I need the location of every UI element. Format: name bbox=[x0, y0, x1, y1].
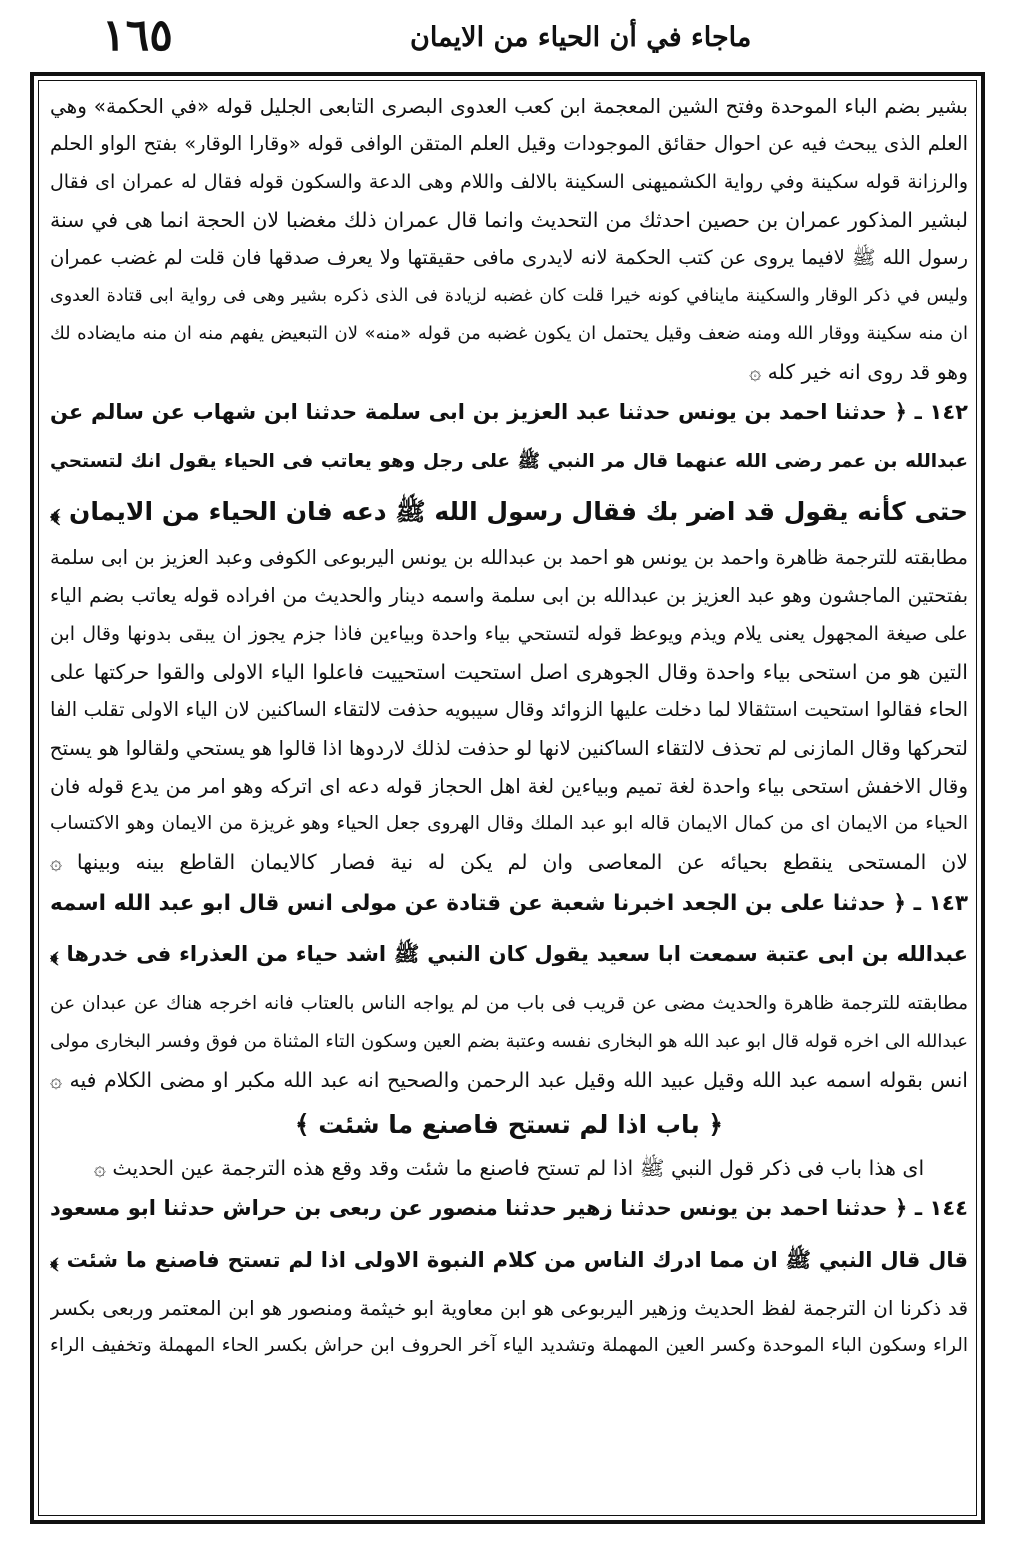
page-number: ١٦٥ bbox=[102, 10, 173, 61]
commentary-142-line: على صيغة المجهول يعنى يلام ويذم ويوعظ قوله لتستحي بياء واحدة وبياءين فاذا جزم يجوز ان يبقى بدونها وقال ابن bbox=[50, 623, 968, 645]
running-title: ماجاء في أن الحياء من الايمان bbox=[410, 22, 752, 53]
commentary-143-line: مطابقته للترجمة ظاهرة والحديث مضى عن قريب فى باب من لم يواجه الناس بالعتاب فانه اخرجه هناك عن عبدان عن bbox=[50, 993, 968, 1014]
hadith-142-line: ١٤٢ ـ ﴿ حدثنا احمد بن يونس حدثنا عبد العزيز بن ابى سلمة حدثنا ابن شهاب عن سالم عن bbox=[50, 400, 968, 424]
commentary-143-line: عبدالله الى اخره قوله قال ابو عبد الله هو البخارى نفسه وعتبة بضم العين وسكون التاء المثناة من فوق وفسر البخارى مولى bbox=[50, 1031, 968, 1052]
commentary-142-line: مطابقته للترجمة ظاهرة واحمد بن يونس هو احمد بن عبدالله بن يونس اليربوعى الكوفى وعبد العزيز بن ابى سلمة bbox=[50, 546, 968, 569]
page-content bbox=[50, 88, 968, 1508]
commentary-142-line: وقال الاخفش استحى بياء واحدة لغة تميم وبياءين لغة اهل الحجاز قوله دعه اى اتركه وهو امر من يدع قوله فان bbox=[50, 774, 968, 798]
commentary-142-line: لان المستحى ينقطع بحيائه عن المعاصى وان لم يكن له نية فصار كالايمان القاطع بينه وبينها ۞ bbox=[50, 850, 968, 874]
hadith-144-line: قال قال النبي ﷺ ان مما ادرك الناس من كلام النبوة الاولى اذا لم تستح فاصنع ما شئت ﴾ bbox=[50, 1248, 968, 1272]
hadith-143-line: عبدالله بن ابى عتبة سمعت ابا سعيد يقول كان النبي ﷺ اشد حياء من العذراء فى خدرها ﴾ bbox=[50, 942, 968, 966]
commentary-142-line: بفتحتين الماجشون وهو عبد العزيز بن عبدالله بن ابى سلمة واسمه دينار والحديث من افراده قوله يعاتب بضم الياء bbox=[50, 584, 968, 607]
commentary-144-line: الراء وسكون الباء الموحدة وكسر العين المهملة وتشديد الياء آخر الحروف ابن حراش بكسر الحاء المهملة وتخفيف الراء bbox=[50, 1335, 968, 1356]
commentary-142-line: الحياء من الايمان اى من كمال الايمان قاله ابو عبد الملك وقال الهروى جعل الحياء وهو غريزة من الايمان وهو الاكتساب bbox=[50, 813, 968, 834]
commentary-142-line: لتحركها وقال المازنى لم تحذف لالتقاء الساكنين لانها لو حذفت لذلك لاردوها اذا قالوا هو يستحي ولقالوا هو يستح bbox=[50, 736, 968, 760]
chapter-note: اى هذا باب فى ذكر قول النبي ﷺ اذا لم تستح فاصنع ما شئت وقد وقع هذه الترجمة عين الحديث ۞ bbox=[93, 1156, 925, 1180]
commentary-144-line: قد ذكرنا ان الترجمة لفظ الحديث وزهير اليربوعى هو ابن معاوية ابو خيثمة ومنصور هو ابن المعتمر وربعى بكسر bbox=[50, 1296, 968, 1320]
hadith-142-line: حتى كأنه يقول قد اضر بك فقال رسول الله ﷺ دعه فان الحياء من الايمان ﴾ bbox=[50, 497, 968, 526]
hadith-143-line: ١٤٣ ـ ﴿ حدثنا على بن الجعد اخبرنا شعبة عن قتادة عن مولى انس قال ابو عبد الله اسمه bbox=[50, 891, 968, 916]
hadith-144-line: ١٤٤ ـ ﴿ حدثنا احمد بن يونس حدثنا زهير حدثنا منصور عن ربعى بن حراش حدثنا ابو مسعود bbox=[50, 1196, 968, 1220]
text-line: والرزانة قوله سكينة وفي رواية الكشميهنى السكينة بالالف واللام وهى الدعة والسكون قوله فقال له عمران اى فقال bbox=[50, 171, 968, 193]
text-line: رسول الله ﷺ لافيما يروى عن كتب الحكمة لانه لايدرى مافى حقيقتها ولا يعرف صدقها فان قلت لم غضب عمران bbox=[50, 246, 968, 269]
text-line: العلم الذى يبحث فيه عن احوال حقائق الموجودات وقيل العلم المتقن الوافى قوله «وقارا الوقار» بفتح الواو الحلم bbox=[50, 132, 968, 155]
chapter-title: ﴿ باب اذا لم تستح فاصنع ما شئت ﴾ bbox=[294, 1110, 724, 1139]
text-line: ان منه سكينة ووقار الله ومنه ضعف وقيل يحتمل ان يكون غضبه من قوله «منه» لان التبعيض يفهم منه ان منه مايضاده لك bbox=[50, 323, 968, 344]
commentary-142-line: التين هو من استحى بياء واحدة وقال الجوهرى اصل استحيت استحييت فاعلوا الياء الاولى والقوا حركتها على bbox=[50, 660, 968, 684]
text-line: وليس في ذكر الوقار والسكينة ماينافي كونه خيرا قلت كان غضبه لزيادة فى الذى ذكره بشير وهى فى رواية ابى قتادة العدوى bbox=[50, 286, 968, 306]
commentary-143-line: انس بقوله اسمه عبد الله وقيل عبيد الله وقيل عبد الرحمن والصحيح انه عبد الله مكبر او مضى الكلام فيه ۞ bbox=[50, 1068, 968, 1092]
commentary-142-line: الحاء فقالوا استحيت استثقالا لما دخلت عليها الزوائد وقال سيبويه حذفت لالتقاء الساكنين لان الياء الاولى تقلب الفا bbox=[50, 698, 968, 721]
hadith-142-line: عبدالله بن عمر رضى الله عنهما قال مر النبي ﷺ على رجل وهو يعاتب فى الحياء يقول انك لتستحي bbox=[50, 451, 968, 472]
page-header bbox=[30, 0, 990, 70]
text-line: بشير بضم الباء الموحدة وفتح الشين المعجمة ابن كعب العدوى البصرى التابعى الجليل قوله «في الحكمة» وهي bbox=[50, 94, 968, 118]
text-line: وهو قد روى انه خير كله ۞ bbox=[749, 360, 968, 384]
text-line: لبشير المذكور عمران بن حصين احدثك من التحديث وانما قال عمران ذلك مغضبا لان الحجة انما هى في سنة bbox=[50, 208, 968, 232]
